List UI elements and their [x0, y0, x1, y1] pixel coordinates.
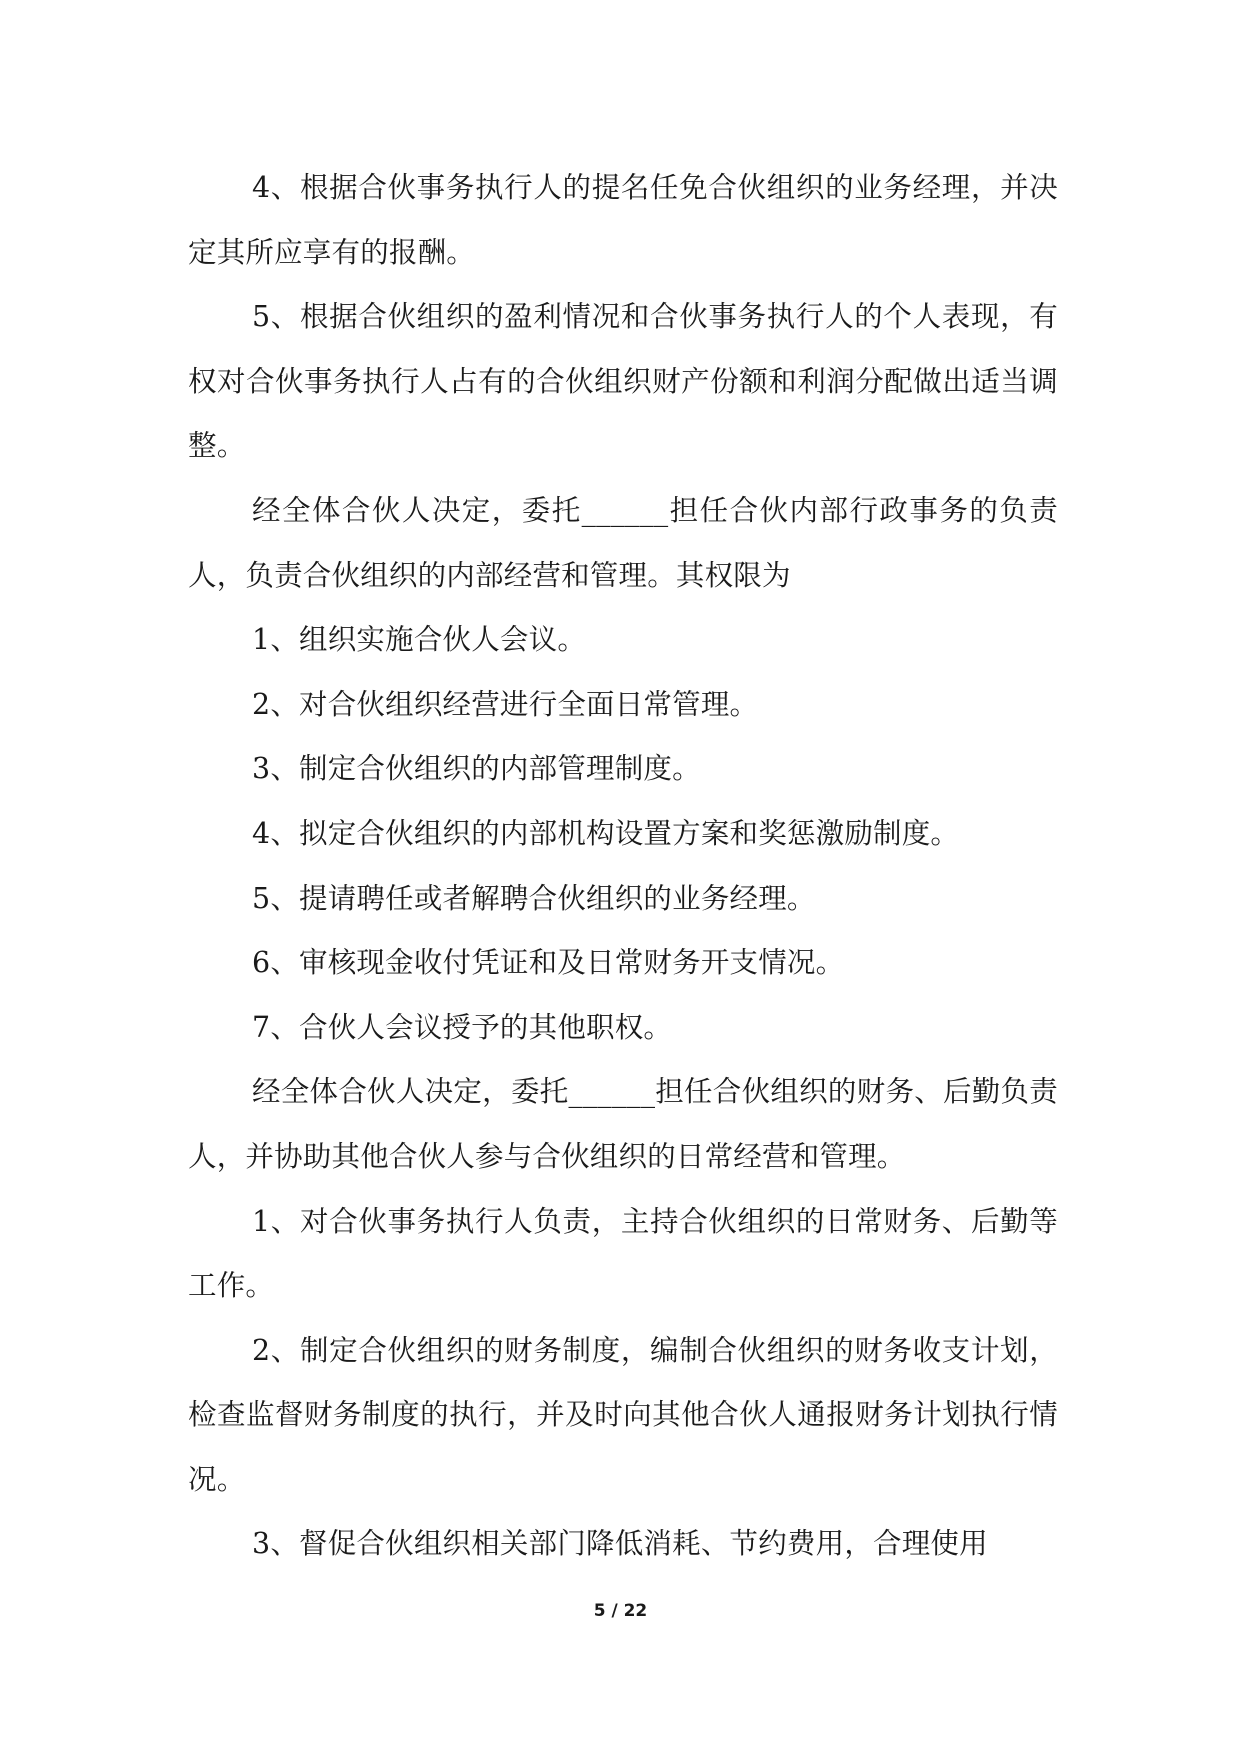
- paragraph: 经全体合伙人决定，委托______担任合伙组织的财务、后勤负责人，并协助其他合伙人参与合伙组织的日常经营和管理。: [188, 1075, 1058, 1173]
- paragraph: 3、制定合伙组织的内部管理制度。: [252, 752, 701, 786]
- paragraph: 5、提请聘任或者解聘合伙组织的业务经理。: [252, 881, 816, 915]
- paragraph: 1、对合伙事务执行人负责，主持合伙组织的日常财务、后勤等工作。: [188, 1204, 1058, 1303]
- paragraph: 7、合伙人会议授予的其他职权。: [252, 1010, 673, 1044]
- document-body: [188, 156, 1058, 1577]
- paragraph: 3、督促合伙组织相关部门降低消耗、节约费用，合理使用: [252, 1527, 988, 1561]
- paragraph: 2、对合伙组织经营进行全面日常管理。: [252, 687, 759, 721]
- paragraph: 4、根据合伙事务执行人的提名任免合伙组织的业务经理，并决定其所应享有的报酬。: [188, 171, 1058, 269]
- paragraph: 经全体合伙人决定，委托______担任合伙内部行政事务的负责人，负责合伙组织的内部经营和管理。其权限为: [188, 493, 1058, 592]
- paragraph: 4、拟定合伙组织的内部机构设置方案和奖惩激励制度。: [252, 816, 960, 850]
- paragraph: 5、根据合伙组织的盈利情况和合伙事务执行人的个人表现，有权对合伙事务执行人占有的合伙组织财产份额和利润分配做出适当调整。: [188, 300, 1058, 463]
- paragraph: 1、组织实施合伙人会议。: [252, 623, 587, 657]
- paragraph: 6、审核现金收付凭证和及日常财务开支情况。: [252, 946, 845, 980]
- page-number: 5 / 22: [593, 1601, 648, 1621]
- paragraph: 2、制定合伙组织的财务制度，编制合伙组织的财务收支计划，检查监督财务制度的执行，并及时向其他合伙人通报财务计划执行情况。: [188, 1333, 1058, 1496]
